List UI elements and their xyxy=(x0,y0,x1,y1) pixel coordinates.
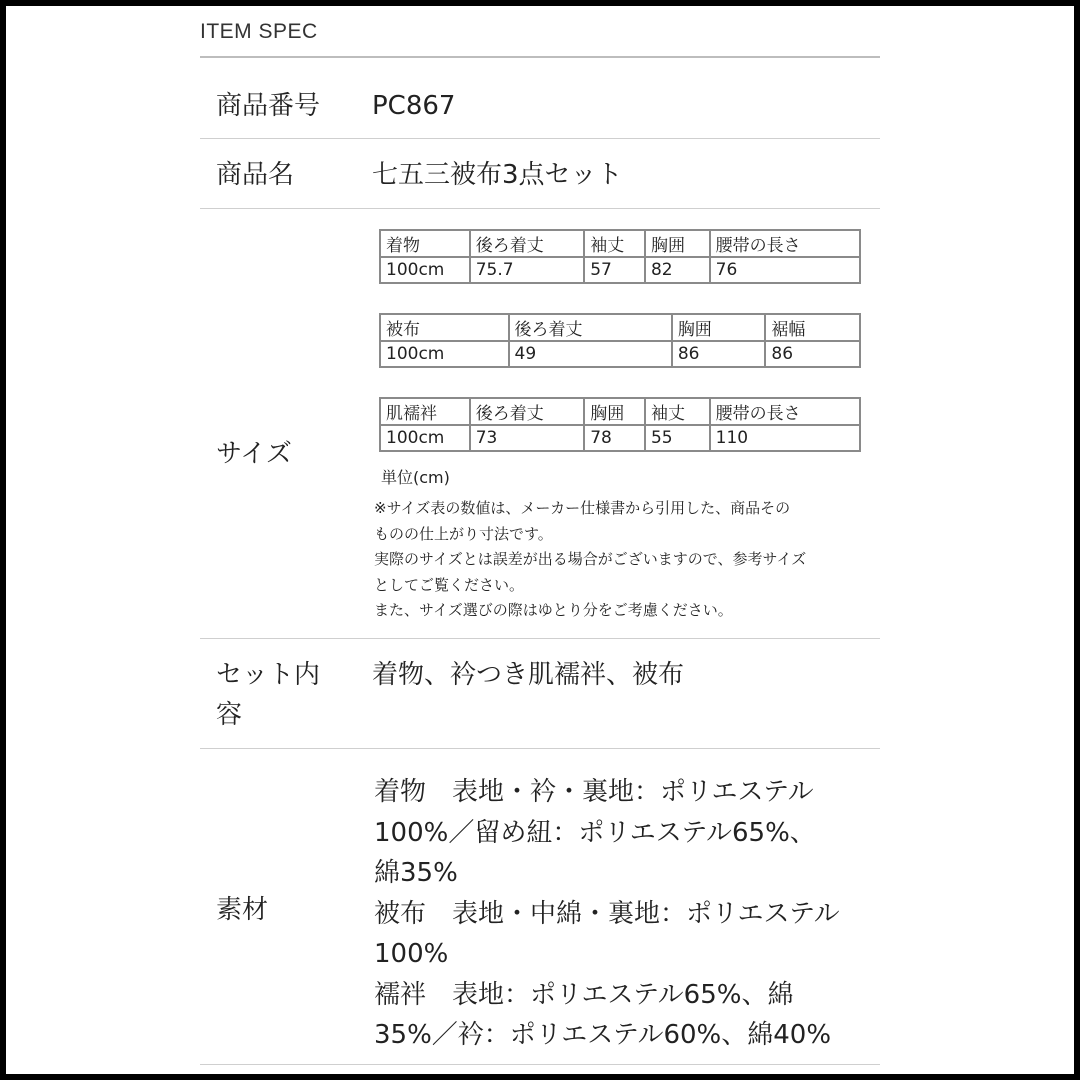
material-line: 35%／衿：ポリエステル60%、綿40% xyxy=(374,1020,832,1050)
table-cell: 78 xyxy=(584,425,645,451)
section-title: ITEM SPEC xyxy=(200,20,318,43)
spec-content xyxy=(6,6,1074,1074)
table-row xyxy=(380,257,860,283)
table-header-row xyxy=(380,398,860,425)
note-line: 実際のサイズとは誤差が出る場合がございますので、参考サイズ xyxy=(374,550,807,568)
note-line: としてご覧ください。 xyxy=(374,575,525,594)
hifu-size-table xyxy=(379,313,861,368)
table-cell: 袖丈 xyxy=(584,230,645,257)
size-notes xyxy=(374,496,884,624)
table-header-row xyxy=(380,230,860,257)
table-cell: 胸囲 xyxy=(584,398,645,425)
divider xyxy=(200,208,880,209)
table-cell: 110 xyxy=(710,425,860,451)
spec-panel xyxy=(6,6,1074,1074)
table-cell: 73 xyxy=(470,425,585,451)
table-cell: 着物 xyxy=(380,230,470,257)
table-cell: 75.7 xyxy=(470,257,585,283)
table-cell: 後ろ着丈 xyxy=(470,230,585,257)
table-header-row xyxy=(380,314,860,341)
material-text xyxy=(374,772,840,1056)
product-name-value: 七五三被布3点セット xyxy=(372,160,623,190)
juban-size-table xyxy=(379,397,861,452)
table-cell: 腰帯の長さ xyxy=(710,230,860,257)
kimono-size-table xyxy=(379,229,861,284)
divider xyxy=(200,56,880,58)
table-cell: 100cm xyxy=(380,341,509,367)
material-line: 襦袢 表地：ポリエステル65%、綿 xyxy=(374,979,794,1010)
material-label: 素材 xyxy=(216,895,269,925)
table-cell: 76 xyxy=(710,257,860,283)
material-line: 着物 表地・衿・裏地：ポリエステル xyxy=(374,777,814,807)
table-cell: 肌襦袢 xyxy=(380,398,470,425)
material-line: 被布 表地・中綿・裏地：ポリエステル xyxy=(374,898,840,929)
note-line: ※サイズ表の数値は、メーカー仕様書から引用した、商品その xyxy=(374,499,791,517)
divider xyxy=(200,138,880,139)
table-cell: 86 xyxy=(672,341,766,367)
table-cell: 袖丈 xyxy=(645,398,710,425)
table-cell: 後ろ着丈 xyxy=(509,314,672,341)
product-number-label: 商品番号 xyxy=(216,91,321,121)
table-row xyxy=(380,425,860,451)
product-number-value: PC867 xyxy=(372,91,456,121)
table-cell: 100cm xyxy=(380,425,470,451)
divider xyxy=(200,1064,880,1065)
set-contents-label-line2: 容 xyxy=(216,700,243,730)
product-name-label: 商品名 xyxy=(216,160,295,190)
table-cell: 胸囲 xyxy=(672,314,766,341)
note-line: また、サイズ選びの際はゆとり分をご考慮ください。 xyxy=(374,601,733,619)
table-row xyxy=(380,341,860,367)
material-line: 綿35% xyxy=(374,858,458,888)
size-unit-note: 単位(cm) xyxy=(381,468,450,487)
material-line: 100%／留め紐：ポリエステル65%、 xyxy=(374,817,816,848)
table-cell: 被布 xyxy=(380,314,509,341)
set-contents-value: 着物、衿つき肌襦袢、被布 xyxy=(372,660,685,690)
table-cell: 後ろ着丈 xyxy=(470,398,585,425)
table-cell: 裾幅 xyxy=(765,314,860,341)
note-line: ものの仕上がり寸法です。 xyxy=(374,524,553,543)
table-cell: 86 xyxy=(765,341,860,367)
table-cell: 腰帯の長さ xyxy=(710,398,860,425)
table-cell: 57 xyxy=(584,257,645,283)
table-cell: 55 xyxy=(645,425,710,451)
divider xyxy=(200,748,880,749)
table-cell: 49 xyxy=(509,341,672,367)
material-line: 100% xyxy=(374,939,449,969)
table-cell: 100cm xyxy=(380,257,470,283)
table-cell: 胸囲 xyxy=(645,230,710,257)
divider xyxy=(200,638,880,639)
table-cell: 82 xyxy=(645,257,710,283)
size-label: サイズ xyxy=(216,439,292,469)
set-contents-label-line1: セット内 xyxy=(216,660,321,690)
